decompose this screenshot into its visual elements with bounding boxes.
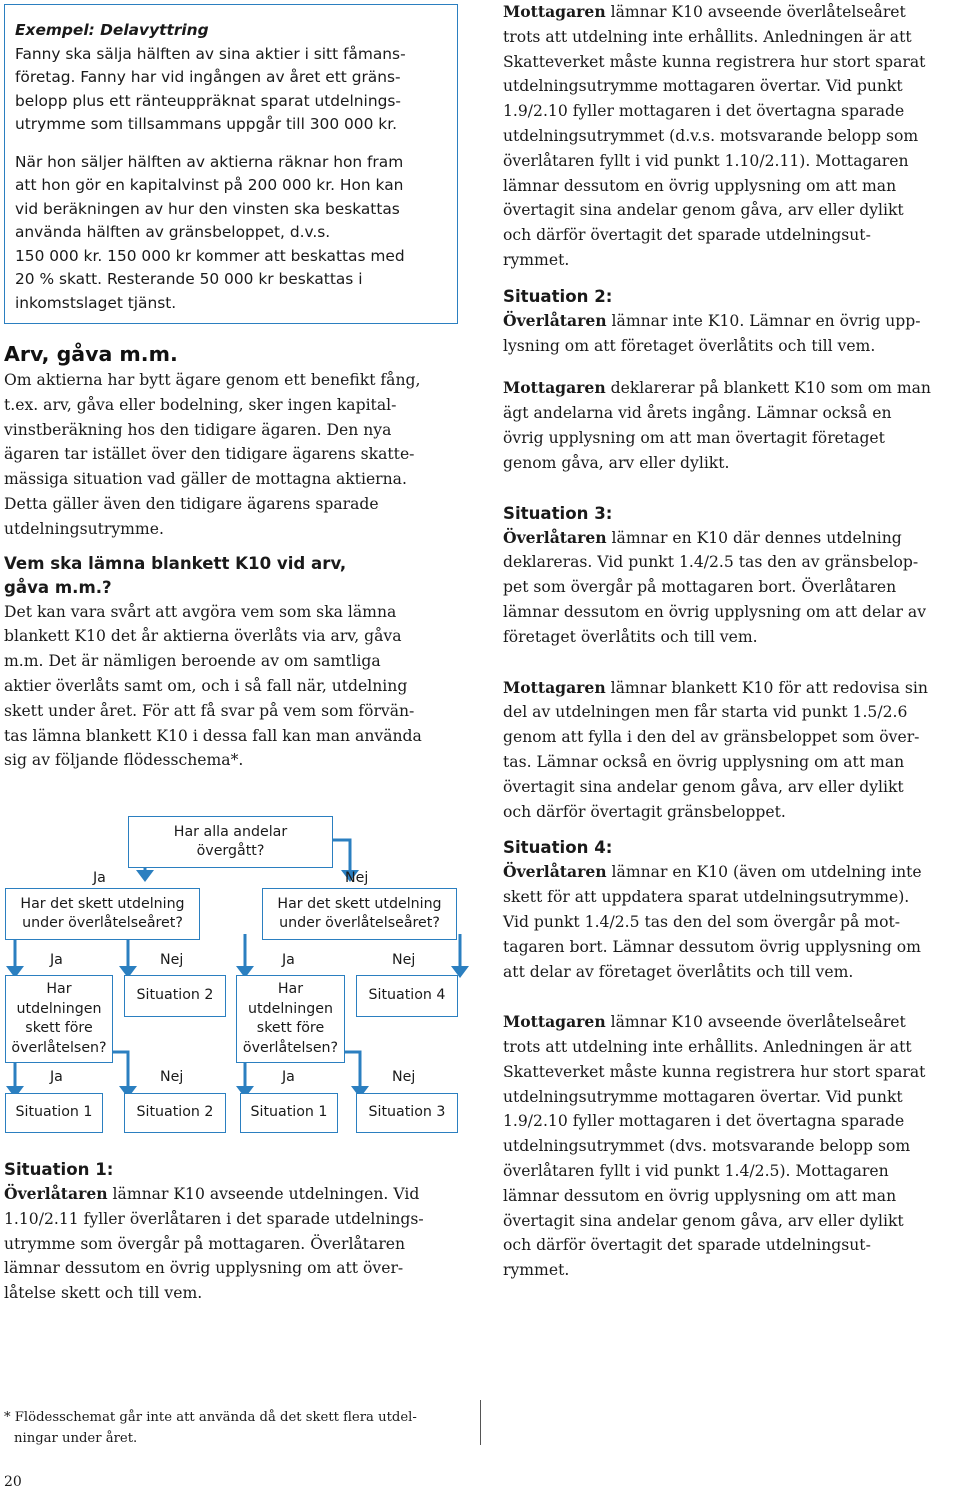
text-line: genom att fylla i den del av gränsbeloppet som över- bbox=[503, 728, 920, 747]
text-line: ägt andelarna vid årets ingång. Lämnar också en bbox=[503, 404, 892, 423]
footnote-line: ningar under året. bbox=[14, 1430, 138, 1446]
text-line: Detta gäller även den tidigare ägarens sparade bbox=[4, 494, 379, 513]
arrow-down-icon bbox=[136, 870, 154, 882]
connector-line bbox=[333, 840, 350, 872]
text-line: utdelningsutrymmet (d.v.s. motsvarande belopp som bbox=[503, 126, 919, 145]
text-line: och därför övertagit det sparade utdelningsut- bbox=[503, 226, 871, 245]
text-line: lämnar dessutom en övrig upplysning om att man bbox=[503, 176, 897, 195]
flow-situation-1-text: Situation 1 bbox=[15, 1104, 93, 1121]
k10-subheading bbox=[4, 552, 462, 600]
text-line: övrig upplysning om att man övertagit företaget bbox=[503, 428, 885, 447]
text-line: gåva m.m.? bbox=[4, 577, 112, 597]
k10-paragraph bbox=[4, 600, 462, 774]
flow-situation-3-box bbox=[356, 1093, 458, 1133]
text-line: och därför övertagit gränsbeloppet. bbox=[503, 802, 786, 821]
flow-top-question bbox=[128, 816, 333, 868]
lead-term: Mottagaren bbox=[503, 1012, 606, 1032]
text-line: övertagit sina andelar genom gåva, arv eller dylikt bbox=[503, 1211, 904, 1230]
text-line: lämnar dessutom en övrig upplysning om att över- bbox=[4, 1259, 404, 1278]
text-line: att hon gör en kapitalvinst på 200 000 kr. Hon kan bbox=[15, 176, 404, 194]
text-line: pet som övergår på mottagaren bort. Överlåtaren bbox=[503, 578, 897, 597]
text-line: Skatteverket måste kunna registrera hur stort sparat bbox=[503, 52, 926, 71]
text-fragment: lämnar K10 avseende överlåtelseåret bbox=[605, 3, 906, 21]
text-line: och därför övertagit det sparade utdelningsut- bbox=[503, 1236, 871, 1255]
text-line bbox=[503, 860, 959, 885]
text-line: 1.10/2.11 fyller överlåtaren i det sparade utdelnings- bbox=[4, 1209, 424, 1228]
flow-left-har-question bbox=[5, 975, 113, 1063]
situation-3-heading: Situation 3: bbox=[503, 503, 613, 523]
text-line: inkomstslaget tjänst. bbox=[15, 293, 177, 312]
text-line: 150 000 kr. 150 000 kr kommer att beskattas med bbox=[15, 246, 405, 265]
text-line: aktier överlåts samt om, och i så fall när, utdelning bbox=[4, 676, 408, 695]
flow-situation-4-text: Situation 4 bbox=[368, 987, 446, 1004]
text-fragment: lämnar blankett K10 för att redovisa sin bbox=[605, 678, 928, 697]
text-fragment: lämnar inte K10. Lämnar en övrig upp- bbox=[606, 311, 921, 330]
text-line: utrymme som övergår på mottagaren. Överlåtaren bbox=[4, 1234, 406, 1253]
flow-situation-4-box bbox=[356, 975, 458, 1017]
text-line: övertagit sina andelar genom gåva, arv eller dylikt bbox=[503, 777, 904, 796]
text-line: belopp plus ett ränteuppräknat sparat utdelnings- bbox=[15, 91, 401, 110]
text-line: utdelningsutrymmet (dvs. motsvarande belopp som bbox=[503, 1137, 911, 1156]
text-line: överlåtaren fyllt i vid punkt 1.4/2.5). Mottagaren bbox=[503, 1162, 889, 1181]
text-line: mässiga situation vad gäller de mottagna aktierna. bbox=[4, 470, 407, 489]
text-line: rymmet. bbox=[503, 250, 570, 269]
flow-situation-1-box bbox=[240, 1093, 338, 1133]
situation-1-paragraph bbox=[4, 1182, 462, 1306]
situation-1-heading: Situation 1: bbox=[4, 1160, 114, 1179]
text-fragment: lämnar en K10 där dennes utdelning bbox=[606, 528, 902, 547]
text-line: utdelningsutrymme mottagaren övertar. Vid punkt bbox=[503, 1087, 903, 1106]
lead-term: Överlåtaren bbox=[503, 310, 607, 330]
text-line: skett för att uppdatera sparat utdelningsutrymme). bbox=[503, 888, 910, 907]
text-line: Om aktierna har bytt ägare genom ett benefikt fång, bbox=[4, 371, 421, 389]
lead-term: Mottagaren bbox=[503, 378, 606, 398]
lead-term: Överlåtaren bbox=[4, 1184, 108, 1203]
text-line: överlåtaren fyllt i vid punkt 1.10/2.11). Mottagaren bbox=[503, 151, 909, 170]
footnote-line: * Flödesschemat går inte att använda då det skett flera utdel- bbox=[4, 1410, 417, 1425]
text-line bbox=[503, 376, 959, 401]
situation-4-paragraph bbox=[503, 860, 959, 984]
text-line bbox=[503, 309, 959, 334]
flow-label-nej: Nej bbox=[160, 952, 184, 968]
text-line: lysning om att företaget överlåtits och till vem. bbox=[503, 336, 876, 355]
example-paragraph-2 bbox=[15, 151, 445, 316]
text-line: trots att utdelning inte erhållits. Anledningen är att bbox=[503, 27, 912, 46]
flow-label-nej: Nej bbox=[160, 1069, 184, 1085]
text-line: m.m. Det är nämligen beroende av om samtliga bbox=[4, 652, 381, 671]
lead-term: Mottagaren bbox=[503, 2, 606, 21]
lead-term: Överlåtaren bbox=[503, 862, 607, 882]
arv-heading: Arv, gåva m.m. bbox=[4, 342, 178, 366]
text-line: Vem ska lämna blankett K10 vid arv, bbox=[4, 553, 347, 573]
flow-label-ja: Ja bbox=[93, 870, 106, 886]
flow-left-question bbox=[5, 888, 200, 940]
text-line: utdelningsutrymme. bbox=[4, 519, 164, 538]
text-line: 1.9/2.10 fyller mottagaren i det övertagna sparade bbox=[503, 102, 905, 121]
flow-top-question-text: Har alla andelar övergått? bbox=[173, 823, 288, 859]
right-column bbox=[503, 0, 959, 1283]
connector-line bbox=[113, 1052, 128, 1088]
text-line: skett under året. För att få svar på vem som förvän- bbox=[4, 701, 415, 720]
arv-section bbox=[4, 340, 462, 773]
flow-label-ja: Ja bbox=[282, 952, 295, 968]
flow-label-nej: Nej bbox=[345, 870, 369, 886]
text-line: del av utdelningen men får starta vid punkt 1.5/2.6 bbox=[503, 703, 908, 722]
flow-right-har-question-text: Har utdelningen skett före överlåtelsen? bbox=[242, 981, 339, 1056]
flow-right-question-text: Har det skett utdelning under överlåtelseåret? bbox=[277, 895, 442, 931]
text-line bbox=[503, 676, 959, 701]
text-line bbox=[4, 1182, 462, 1207]
flow-right-har-question bbox=[236, 975, 345, 1063]
text-line: När hon säljer hälften av aktierna räknar hon fram bbox=[15, 152, 404, 171]
flow-label-ja: Ja bbox=[50, 1069, 63, 1085]
text-fragment: lämnar en K10 (även om utdelning inte bbox=[606, 863, 922, 882]
flow-situation-1-text: Situation 1 bbox=[250, 1104, 328, 1121]
text-line: genom gåva, arv eller dylikt. bbox=[503, 453, 730, 472]
text-line: företag. Fanny har vid ingången av året ett gräns- bbox=[15, 68, 401, 86]
situation-4-heading: Situation 4: bbox=[503, 838, 613, 858]
text-line: tagaren bort. Lämnar dessutom övrig upplysning om bbox=[503, 937, 921, 956]
text-line: lämnar dessutom en övrig upplysning om att delar av bbox=[503, 602, 927, 621]
text-line: blankett K10 det år aktierna överlåts via arv, gåva bbox=[4, 627, 402, 646]
page-number: 20 bbox=[4, 1474, 22, 1490]
text-line: Vid punkt 1.4/2.5 tas den del som övergår på mot- bbox=[503, 912, 901, 931]
text-line: tas lämna blankett K10 i dessa fall kan man använda bbox=[4, 726, 422, 745]
text-line: utdelningsutrymme mottagaren övertar. Vid punkt bbox=[503, 77, 903, 96]
connector-line bbox=[345, 1052, 360, 1088]
flow-situation-2-box bbox=[124, 1093, 226, 1133]
text-line: 20 % skatt. Resterande 50 000 kr beskattas i bbox=[15, 270, 363, 288]
text-line: låtelse skett och till vem. bbox=[4, 1284, 203, 1303]
text-fragment: lämnar K10 avseende utdelningen. Vid bbox=[107, 1185, 420, 1203]
text-line: företaget överlåtits och till vem. bbox=[503, 627, 758, 646]
text-line: Skatteverket måste kunna registrera hur stort sparat bbox=[503, 1062, 926, 1081]
text-line: ägaren tar istället över den tidigare ägarens skatte- bbox=[4, 445, 415, 464]
flow-left-har-question-text: Har utdelningen skett före överlåtelsen? bbox=[11, 981, 107, 1056]
text-line: sig av följande flödesschema*. bbox=[4, 751, 244, 770]
flow-situation-3-text: Situation 3 bbox=[368, 1104, 446, 1121]
example-title: Exempel: Delavyttring bbox=[15, 21, 209, 39]
flow-label-ja: Ja bbox=[282, 1069, 295, 1085]
situation-3-paragraph bbox=[503, 526, 959, 650]
text-line: lämnar dessutom en övrig upplysning om att man bbox=[503, 1186, 897, 1205]
flow-label-nej: Nej bbox=[392, 952, 416, 968]
text-line: trots att utdelning inte erhållits. Anledningen är att bbox=[503, 1038, 912, 1057]
situation-4-mottagaren-paragraph bbox=[503, 1010, 959, 1283]
flow-right-question bbox=[262, 888, 457, 940]
text-line: att delar av företaget överlåtits och till vem. bbox=[503, 962, 854, 981]
arv-paragraph bbox=[4, 368, 462, 542]
situation-2-heading: Situation 2: bbox=[503, 286, 613, 306]
text-line: vid beräkningen av hur den vinsten ska beskattas bbox=[15, 199, 400, 218]
text-fragment: deklarerar på blankett K10 som om man bbox=[605, 379, 931, 398]
text-line bbox=[503, 526, 959, 551]
text-line bbox=[503, 1010, 959, 1035]
example-paragraph-1 bbox=[15, 43, 445, 137]
text-line: utrymme som tillsammans uppgår till 300 000 kr. bbox=[15, 115, 398, 133]
text-line: rymmet. bbox=[503, 1261, 570, 1280]
text-line: 1.9/2.10 fyller mottagaren i det övertagna sparade bbox=[503, 1112, 905, 1131]
mottagaren-paragraph-1 bbox=[503, 0, 959, 273]
footnote bbox=[4, 1408, 464, 1449]
text-line bbox=[503, 0, 959, 25]
flow-situation-2-box bbox=[124, 975, 226, 1017]
text-line: övertagit sina andelar genom gåva, arv eller dylikt bbox=[503, 201, 904, 220]
flow-situation-2-text: Situation 2 bbox=[136, 987, 214, 1004]
text-line: tas. Lämnar också en övrig upplysning om att man bbox=[503, 752, 905, 771]
text-fragment: lämnar K10 avseende överlåtelseåret bbox=[605, 1013, 906, 1032]
flow-left-question-text: Har det skett utdelning under överlåtelseåret? bbox=[20, 895, 185, 931]
text-line: Det kan vara svårt att avgöra vem som ska lämna bbox=[4, 602, 397, 621]
flow-situation-2-text: Situation 2 bbox=[136, 1104, 214, 1121]
situation-2-paragraph bbox=[503, 309, 959, 359]
situation-3-mottagaren-paragraph bbox=[503, 676, 959, 825]
situation-1-section bbox=[4, 1158, 462, 1306]
lead-term: Överlåtaren bbox=[503, 527, 607, 547]
flowchart bbox=[0, 790, 470, 1145]
example-box bbox=[4, 4, 458, 324]
flow-label-ja: Ja bbox=[50, 952, 63, 968]
text-line: använda hälften av gränsbeloppet, d.v.s. bbox=[15, 223, 331, 241]
footnote-divider bbox=[480, 1400, 481, 1445]
text-line: t.ex. arv, gåva eller bodelning, sker ingen kapital- bbox=[4, 395, 397, 414]
text-line: deklareras. Vid punkt 1.4/2.5 tas den av gränsbelop- bbox=[503, 553, 919, 572]
text-line: vinstberäkning hos den tidigare ägaren. Den nya bbox=[4, 420, 392, 439]
flow-situation-1-box bbox=[5, 1093, 103, 1133]
flow-label-nej: Nej bbox=[392, 1069, 416, 1085]
lead-term: Mottagaren bbox=[503, 677, 606, 697]
situation-2-mottagaren-paragraph bbox=[503, 376, 959, 475]
text-line: Fanny ska sälja hälften av sina aktier i sitt fåmans- bbox=[15, 44, 406, 63]
